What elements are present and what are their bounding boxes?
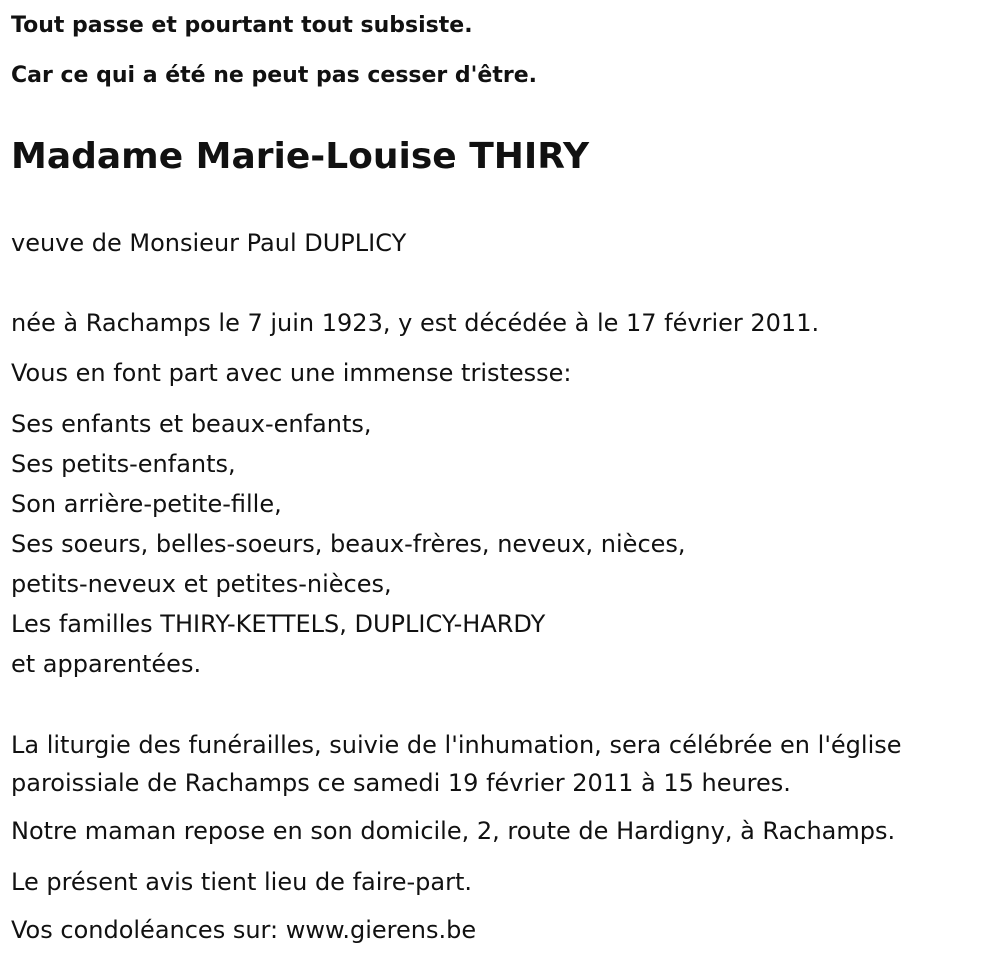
condolences-text: Vos condoléances sur: www.gierens.be [11, 916, 477, 944]
notice-text: Le présent avis tient lieu de faire-part. [11, 868, 473, 896]
widow-of-text: veuve de Monsieur Paul DUPLICY [11, 229, 407, 257]
announcement-text: Vous en font part avec une immense tristesse: [11, 359, 572, 387]
birth-death-text: née à Rachamps le 7 juin 1923, y est décédée à le 17 février 2011. [11, 309, 820, 337]
family-line: Les familles THIRY-KETTELS, DUPLICY-HARDY [11, 610, 546, 638]
family-line: Son arrière-petite-fille, [11, 490, 282, 518]
family-line: et apparentées. [11, 650, 202, 678]
rest-location-text: Notre maman repose en son domicile, 2, route de Hardigny, à Rachamps. [11, 817, 896, 845]
family-line: Ses enfants et beaux-enfants, [11, 410, 372, 438]
quote-line-2: Car ce qui a été ne peut pas cesser d'être. [11, 63, 537, 88]
family-line: petits-neveux et petites-nièces, [11, 570, 392, 598]
funeral-info [11, 726, 902, 802]
funeral-line-1: La liturgie des funérailles, suivie de l'inhumation, sera célébrée en l'église [11, 731, 902, 759]
quote-line-1: Tout passe et pourtant tout subsiste. [11, 13, 473, 38]
family-list [11, 404, 686, 684]
funeral-line-2: paroissiale de Rachamps ce samedi 19 février 2011 à 15 heures. [11, 769, 791, 797]
family-line: Ses soeurs, belles-soeurs, beaux-frères, neveux, nièces, [11, 530, 686, 558]
deceased-name-title: Madame Marie-Louise THIRY [11, 136, 590, 177]
family-line: Ses petits-enfants, [11, 450, 236, 478]
